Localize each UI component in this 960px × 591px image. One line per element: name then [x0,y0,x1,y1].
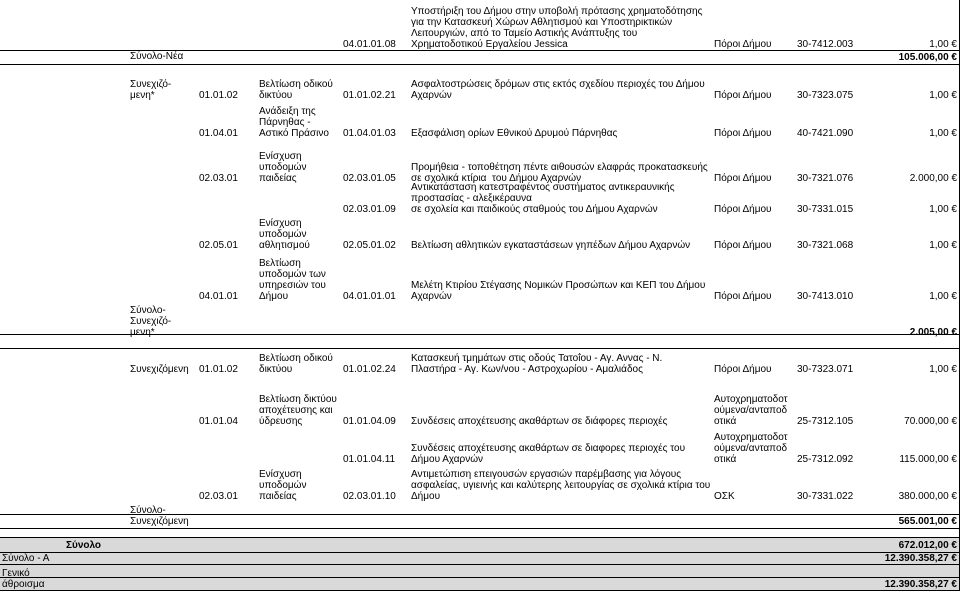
funding-source: ούμενα/ανταποδ [714,405,788,416]
project-code: 02.03.01.09 [343,204,396,215]
action-name: παιδείας [259,491,297,502]
row-divider [0,564,960,565]
row-divider [0,348,960,349]
action-name: υποδομών των [259,269,326,280]
project-amount: 1,00 € [929,90,957,101]
total-a-label: Σύνολο - Α [2,553,50,564]
project-description: Κατασκευή τμημάτων στις οδούς Τατοΐου - Αγ. Αννας - Ν. [411,353,663,364]
project-description: σε σχολεία και παιδικούς σταθμούς του Δήμου Αχαρνών [411,204,658,215]
project-description: σε σχολικά κτίρια του Δήμου Αχαρνών [411,173,582,184]
funding-source: ούμενα/ανταποδ [714,443,788,454]
project-amount: 70.000,00 € [904,416,957,427]
kae-code: 30-7331.015 [797,204,854,215]
funding-source: Πόροι Δήμου [714,128,772,139]
row-divider [0,537,960,538]
action-name: υπηρεσιών του [259,280,326,291]
project-amount: 380.000,00 € [898,491,957,502]
action-name: αθλητισμού [259,240,310,251]
subtotal-label: Σύνολο-Νέα [130,51,184,62]
action-name: Βελτίωση οδικού [259,79,333,90]
project-code: 01.01.02.21 [343,90,396,101]
project-code: 01.04.01.03 [343,128,396,139]
subtotal-label: Σύνολο- [130,505,166,516]
grand-total-label: Γενικό [2,568,30,579]
measure-code: 02.05.01 [199,240,238,251]
funding-source: ΟΣΚ [714,491,735,502]
category-label: μενη* [130,90,155,101]
subtotal-amount: 2.005,00 € [909,327,957,338]
action-name: Βελτίωση [259,258,301,269]
funding-source: Πόροι Δήμου [714,291,772,302]
action-name: δικτύου [259,90,293,101]
funding-source: Πόροι Δήμου [714,90,772,101]
total-amount: 672.012,00 € [898,540,957,551]
kae-code: 30-7321.068 [797,240,854,251]
kae-code: 40-7421.090 [797,128,854,139]
total-band [0,552,960,591]
project-description: Αντιμετώπιση επειγουσών εργασιών παρέμβασης για λόγους [411,469,682,480]
funding-source: Αυτοχρηματοδοτ [714,432,788,443]
row-divider [0,577,960,578]
row-divider [0,528,960,529]
action-name: Αστικό Πράσινο [259,128,329,139]
project-description: Υποστήριξη του Δήμου στην υποβολή πρότασης χρηματοδότησης [411,6,703,17]
project-description: Αχαρνών [411,90,452,101]
kae-code: 25-7312.092 [797,454,854,465]
project-code: 04.01.01.01 [343,291,396,302]
project-code: 02.03.01.10 [343,491,396,502]
project-amount: 1,00 € [929,39,957,50]
project-description: Δήμου Αχαρνών [411,454,484,465]
action-name: παιδείας [259,173,297,184]
measure-code: 02.03.01 [199,173,238,184]
measure-code: 01.01.02 [199,364,238,375]
action-name: Ενίσχυση [259,151,302,162]
kae-code: 30-7321.076 [797,173,854,184]
project-code: 02.03.01.05 [343,173,396,184]
row-divider [0,552,960,553]
action-name: Βελτίωση δικτύου [259,394,337,405]
project-description: Αχαρνών [411,291,452,302]
measure-code: 01.04.01 [199,128,238,139]
measure-code: 04.01.01 [199,291,238,302]
project-code: 02.05.01.02 [343,240,396,251]
project-description: Αντικατάσταση κατεστραφέντος συστήματος αντικεραυνικής [411,182,675,193]
project-description: Δήμου [411,491,441,502]
project-description: Εξασφάλιση ορίων Εθνικού Δρυμού Πάρνηθας [411,128,618,139]
measure-code: 02.03.01 [199,491,238,502]
project-description: Χρηματοδοτικού Εργαλείου Jessica [411,39,568,50]
subtotal-label: Σύνολο- [130,305,166,316]
grand-total-label: άθροισμα [2,579,45,590]
total-band [0,537,960,552]
action-name: αποχέτευσης και [259,405,333,416]
project-amount: 115.000,00 € [899,454,957,465]
action-name: Ενίσχυση [259,469,302,480]
project-amount: 1,00 € [929,204,957,215]
project-description: Βελτίωση αθλητικών εγκαταστάσεων γηπέδων Δήμου Αχαρνών [411,240,691,251]
project-code: 01.01.02.24 [343,364,396,375]
funding-source: οτικά [714,416,737,427]
action-name: υποδομών [259,229,307,240]
action-name: ύδρευσης [259,416,303,427]
project-description: Ασφαλτοστρώσεις δρόμων στις εκτός σχεδίου περιοχές του Δήμου [411,79,705,90]
funding-source: Πόροι Δήμου [714,204,772,215]
category-label: Συνεχιζό- [130,79,172,90]
action-name: δικτύου [259,364,293,375]
action-name: υποδομών [259,162,307,173]
subtotal-amount: 565.001,00 € [898,516,957,527]
action-name: Ενίσχυση [259,218,302,229]
project-amount: 1,00 € [929,128,957,139]
funding-source: οτικά [714,454,737,465]
total-a-amount: 12.390.358,27 € [884,553,957,564]
funding-source: Πόροι Δήμου [714,240,772,251]
funding-source: Πόροι Δήμου [714,173,772,184]
project-description: Προμήθεια - τοποθέτηση πέντε αιθουσών ελαφράς προκατασκευής [411,162,708,173]
action-name: Δήμου [259,291,289,302]
project-description: για την Κατασκευή Χώρων Αθλητισμού και Υποστηρικτικών [411,17,673,28]
action-name: Βελτίωση οδικού [259,353,333,364]
funding-source: Πόροι Δήμου [714,364,772,375]
kae-code: 30-7412.003 [797,39,854,50]
project-description: Συνδέσεις αποχέτευσης ακαθάρτων σε διαφορες περιοχές του [411,443,686,454]
project-description: Μελέτη Κτιρίου Στέγασης Νομικών Προσώπων και ΚΕΠ του Δήμου [411,280,706,291]
kae-code: 30-7331.022 [797,491,854,502]
action-name: Πάρνηθας - [259,117,311,128]
project-description: προστασίας - αλεξικέραυνα [411,193,532,204]
action-name: Ανάδειξη της [259,106,316,117]
funding-source: Αυτοχρηματοδοτ [714,394,788,405]
subtotal-label: Συνεχιζόμενη [130,516,189,527]
project-description: ασφαλείας, υγιεινής και καλύτερης λειτουργίας σε σχολικά κτίρια του [411,480,711,491]
project-description: Λειτουργιών, από το Ταμείο Αστικής Ανάπτυξης του [411,28,638,39]
action-name: υποδομών [259,480,307,491]
project-code: 01.01.04.11 [343,454,396,465]
kae-code: 30-7323.071 [797,364,854,375]
project-amount: 1,00 € [929,240,957,251]
subtotal-amount: 105.006,00 € [898,52,957,63]
project-amount: 2.000,00 € [909,173,957,184]
row-divider [0,64,960,65]
project-amount: 1,00 € [929,364,957,375]
kae-code: 25-7312.105 [797,416,854,427]
project-code: 04.01.01.08 [343,39,396,50]
project-code: 01.01.04.09 [343,416,396,427]
project-description: Συνδέσεις αποχέτευσης ακαθάρτων σε διάφορες περιοχές [411,416,668,427]
total-label: Σύνολο [66,540,102,551]
kae-code: 30-7413.010 [797,291,854,302]
grand-total-amount: 12.390.358,27 € [884,579,957,590]
subtotal-label: Συνεχιζό- [130,316,172,327]
funding-source: Πόροι Δήμου [714,39,772,50]
project-description: Πλαστήρα - Αγ. Κων/νου - Αστροχωρίου - Αμαλιάδος [411,364,643,375]
measure-code: 01.01.02 [199,90,238,101]
subtotal-label: μενη* [130,327,155,338]
project-amount: 1,00 € [929,291,957,302]
kae-code: 30-7323.075 [797,90,854,101]
category-label: Συνεχιζόμενη [130,364,189,375]
measure-code: 01.01.04 [199,416,238,427]
